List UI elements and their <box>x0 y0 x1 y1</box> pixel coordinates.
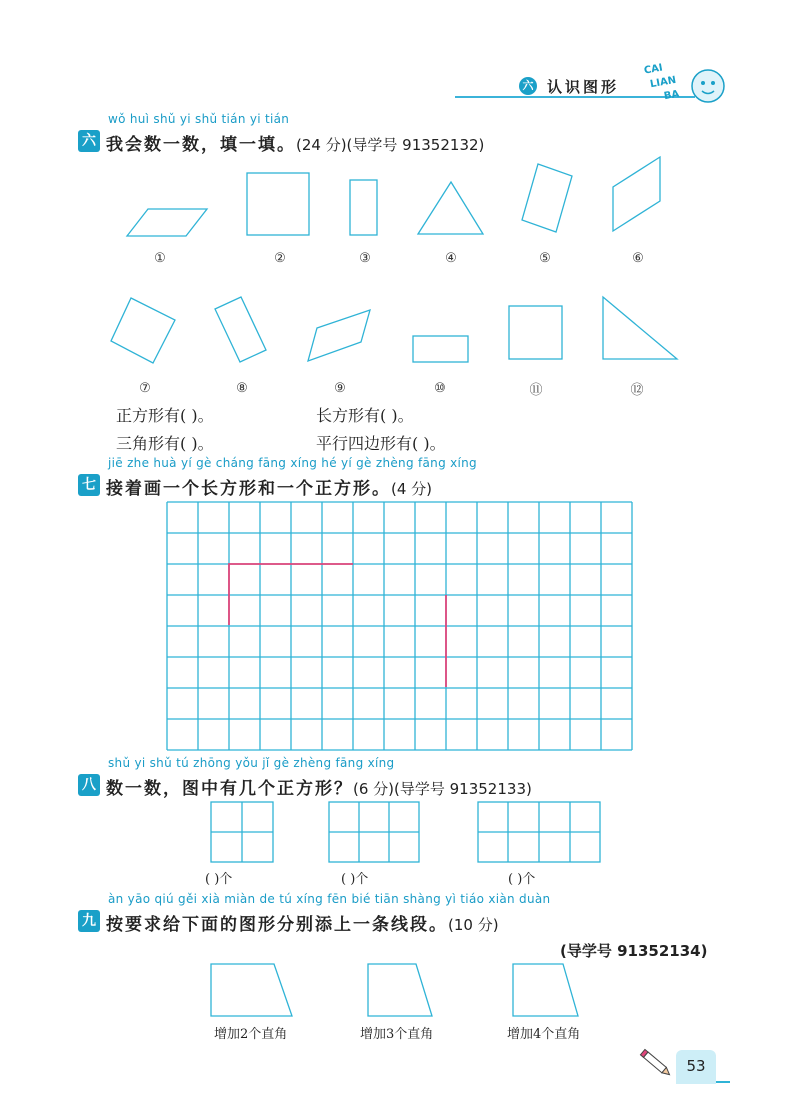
sec7-pinyin: jiē zhe huà yí gè cháng fāng xíng hé yí gè zhèng fāng xíng <box>108 456 477 470</box>
caption-2: 增加3个直角 <box>360 1027 434 1042</box>
trapezoid-3 <box>513 964 578 1016</box>
chapter-title: 认识图形 <box>547 78 620 96</box>
sec6-pinyin: wǒ huì shǔ yi shǔ tián yi tián <box>108 112 290 126</box>
brand-letter-2: LIAN <box>649 74 677 91</box>
sec8-badge: 八 <box>78 774 100 796</box>
sec9-title <box>106 910 499 935</box>
pencil-icon <box>640 1049 671 1077</box>
square-figure-3 <box>478 802 600 862</box>
sec8-title-extra: (6 分)(导学号 91352133) <box>353 780 532 798</box>
sec9-title-text: 按要求给下面的图形分别添上一条线段。 <box>106 915 448 935</box>
page-number: 53 <box>686 1057 706 1075</box>
shape-label-1: ① <box>154 251 166 266</box>
square-figure-2 <box>329 802 419 862</box>
shape-12-right-triangle <box>603 297 677 359</box>
sec6-title-extra: (24 分)(导学号 91352132) <box>296 136 485 154</box>
shape-label-12: ⑫ <box>630 383 644 398</box>
sec8-title <box>106 774 532 799</box>
sec8-pinyin: shǔ yi shǔ tú zhōng yǒu jǐ gè zhèng fāng xíng <box>108 756 395 770</box>
answer-triangle[interactable]: 三角形有( )。 <box>116 434 214 453</box>
shape-9-parallelogram <box>308 310 370 361</box>
answer-parallelogram[interactable]: 平行四边形有( )。 <box>316 434 446 453</box>
shape-label-3: ③ <box>359 251 371 266</box>
shape-label-10: ⑩ <box>434 381 446 396</box>
brand-letter-1: CAI <box>643 62 664 77</box>
sec9-guide-number: (导学号 91352134) <box>560 942 708 960</box>
sec6-title-text: 我会数一数，填一填。 <box>106 135 296 155</box>
shape-label-2: ② <box>274 251 286 266</box>
sec7-title <box>106 474 432 499</box>
count-blank-1[interactable]: ( )个 <box>205 872 233 887</box>
sec9-badge: 九 <box>78 910 100 932</box>
count-blank-3[interactable]: ( )个 <box>508 872 536 887</box>
caption-1: 增加2个直角 <box>214 1027 288 1042</box>
shape-label-9: ⑨ <box>334 381 346 396</box>
sec9-title-extra: (10 分) <box>448 916 499 934</box>
shape-2-square <box>247 173 309 235</box>
chapter-badge: 六 <box>519 77 537 95</box>
brand-letter-3: BA <box>663 88 681 103</box>
shape-3-rectangle <box>350 180 377 235</box>
shape-label-4: ④ <box>445 251 457 266</box>
shape-4-triangle <box>418 182 483 234</box>
shape-6-parallelogram <box>613 157 660 231</box>
sec8-title-text: 数一数，图中有几个正方形？ <box>106 779 353 799</box>
shape-11-square <box>509 306 562 359</box>
sec9-pinyin: àn yāo qiú gěi xià miàn de tú xíng fēn bié tiān shàng yì tiáo xiàn duàn <box>108 892 551 906</box>
shape-label-11: ⑪ <box>529 383 543 398</box>
shape-label-7: ⑦ <box>139 381 151 396</box>
shape-5-rotated-rectangle <box>522 164 572 232</box>
shape-1-parallelogram <box>127 209 207 236</box>
answer-square[interactable]: 正方形有( )。 <box>116 406 214 425</box>
shape-label-6: ⑥ <box>632 251 644 266</box>
shape-7-rotated-square <box>111 298 175 363</box>
drawing-grid <box>167 502 632 750</box>
square-figure-1 <box>211 802 273 862</box>
shape-label-5: ⑤ <box>539 251 551 266</box>
sec7-title-extra: (4 分) <box>391 480 433 498</box>
sec7-title-text: 接着画一个长方形和一个正方形。 <box>106 479 391 499</box>
shape-8-rotated-rectangle <box>215 297 266 362</box>
trapezoid-2 <box>368 964 432 1016</box>
trapezoid-1 <box>211 964 292 1016</box>
caption-3: 增加4个直角 <box>507 1027 581 1042</box>
count-blank-2[interactable]: ( )个 <box>341 872 369 887</box>
answer-rectangle[interactable]: 长方形有( )。 <box>316 406 414 425</box>
sec7-badge: 七 <box>78 474 100 496</box>
shape-label-8: ⑧ <box>236 381 248 396</box>
shape-10-rectangle <box>413 336 468 362</box>
sec6-badge: 六 <box>78 130 100 152</box>
